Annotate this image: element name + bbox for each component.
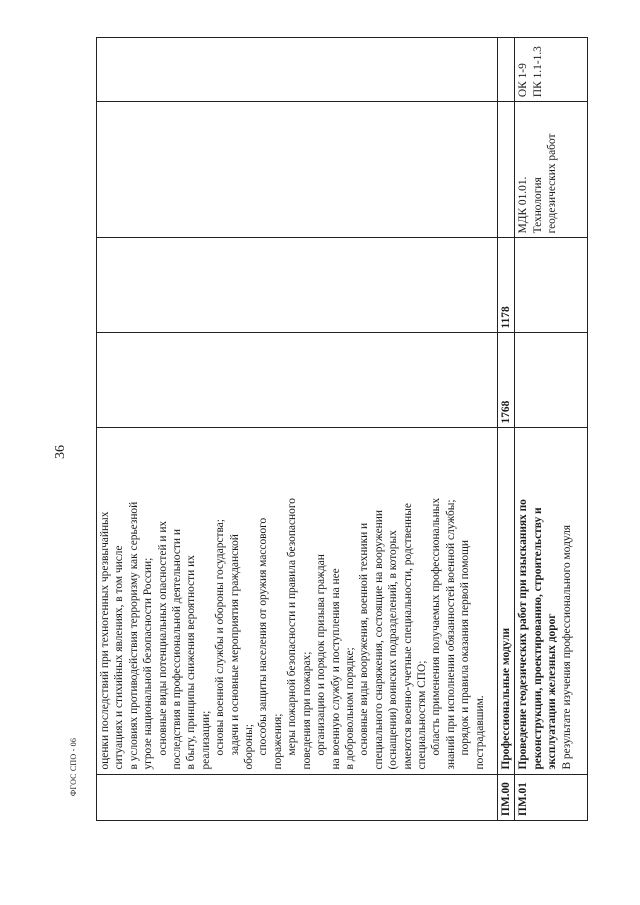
description-cell: Профессиональные модули — [498, 428, 515, 774]
competence-cell — [498, 38, 515, 102]
description-cell — [97, 428, 498, 774]
pm01-title-line: реконструкции, проектированию, строительству и — [531, 507, 544, 770]
description-line: имеются военно-учетные специальности, родственные — [401, 503, 414, 770]
description-line: поведения при пожарах; — [300, 651, 313, 770]
competence-pk: ПК 1.1-1.3 — [531, 46, 544, 98]
module-code: МДК 01.01. — [517, 176, 530, 234]
code-cell: ПМ.01 — [515, 774, 588, 820]
description-line: задачи и основные мероприятия гражданской — [228, 534, 241, 756]
description-cell — [515, 428, 588, 774]
competence-ok: ОК 1-9 — [517, 63, 530, 98]
code-cell — [97, 774, 498, 820]
footer-code: ФГОС СПО - 06 — [69, 737, 78, 797]
description-line: порядок и правила оказания первой помощи — [459, 540, 472, 756]
description-line: угрозе национальной безопасности России; — [142, 557, 155, 770]
description-line: оценки последствий при техногенных чрезвычайных — [99, 511, 111, 770]
required-hours-cell — [97, 238, 498, 333]
page-number: 36 — [53, 445, 68, 459]
description-line: специального снаряжения, состоящие на вооружении — [372, 510, 385, 770]
description-line: поражения; — [271, 713, 284, 770]
pm01-title-line: эксплуатации железных дорог — [546, 613, 559, 770]
description-line: на военную службу и поступления на нее — [329, 568, 342, 770]
competence-cell — [515, 38, 588, 102]
required-hours-cell — [515, 238, 588, 333]
max-hours-cell — [97, 333, 498, 428]
description-line: в условиях противодействия терроризму как серьезной — [127, 501, 140, 770]
description-line: в быту, принципы снижения вероятности их — [185, 555, 198, 770]
description-line: специальностям СПО; — [415, 660, 428, 770]
max-hours-cell — [515, 333, 588, 428]
module-cell — [97, 102, 498, 238]
module-name-line: Технология — [531, 177, 544, 234]
module-cell — [498, 102, 515, 238]
curriculum-table-wrapper — [96, 37, 588, 821]
required-hours-cell: 1178 — [498, 238, 515, 333]
table-row-pm01 — [515, 38, 588, 821]
pm01-text-line: В результате изучения профессионального модуля — [560, 524, 573, 770]
module-name-line: геодезических работ — [546, 133, 559, 234]
description-line: организацию и порядок призыва граждан — [315, 554, 328, 756]
description-line: последствия в профессиональной деятельности и — [171, 529, 184, 770]
curriculum-table — [96, 37, 588, 821]
code-cell: ПМ.00 — [498, 774, 515, 820]
table-row-pm00 — [498, 38, 515, 821]
description-line: основы военной службы и обороны государства; — [214, 519, 227, 756]
description-line: способы защиты населения от оружия массового — [257, 517, 270, 756]
pm01-title-line: Проведение геодезических работ при изысканиях по — [517, 499, 530, 770]
description-line: область применения получаемых профессиональных — [430, 497, 443, 756]
description-line: обороны; — [243, 724, 256, 770]
max-hours-cell: 1768 — [498, 333, 515, 428]
description-line: основные виды вооружения, военной техники и — [358, 522, 371, 756]
description-line: (оснащении) воинских подразделений, в которых — [387, 530, 400, 770]
description-line: знаний при исполнении обязанностей военной службы; — [444, 499, 457, 770]
description-line: основные виды потенциальных опасностей и их — [156, 520, 169, 756]
description-line: ситуациях и стихийных явлениях, в том числе — [113, 545, 126, 770]
description-line: реализации; — [199, 710, 212, 770]
description-line: меры пожарной безопасности и правила безопасного — [286, 498, 299, 756]
module-cell — [515, 102, 588, 238]
table-row-continuation — [97, 38, 498, 821]
competence-cell — [97, 38, 498, 102]
description-line: пострадавшим. — [473, 695, 486, 770]
description-line: в добровольном порядке; — [343, 647, 356, 770]
